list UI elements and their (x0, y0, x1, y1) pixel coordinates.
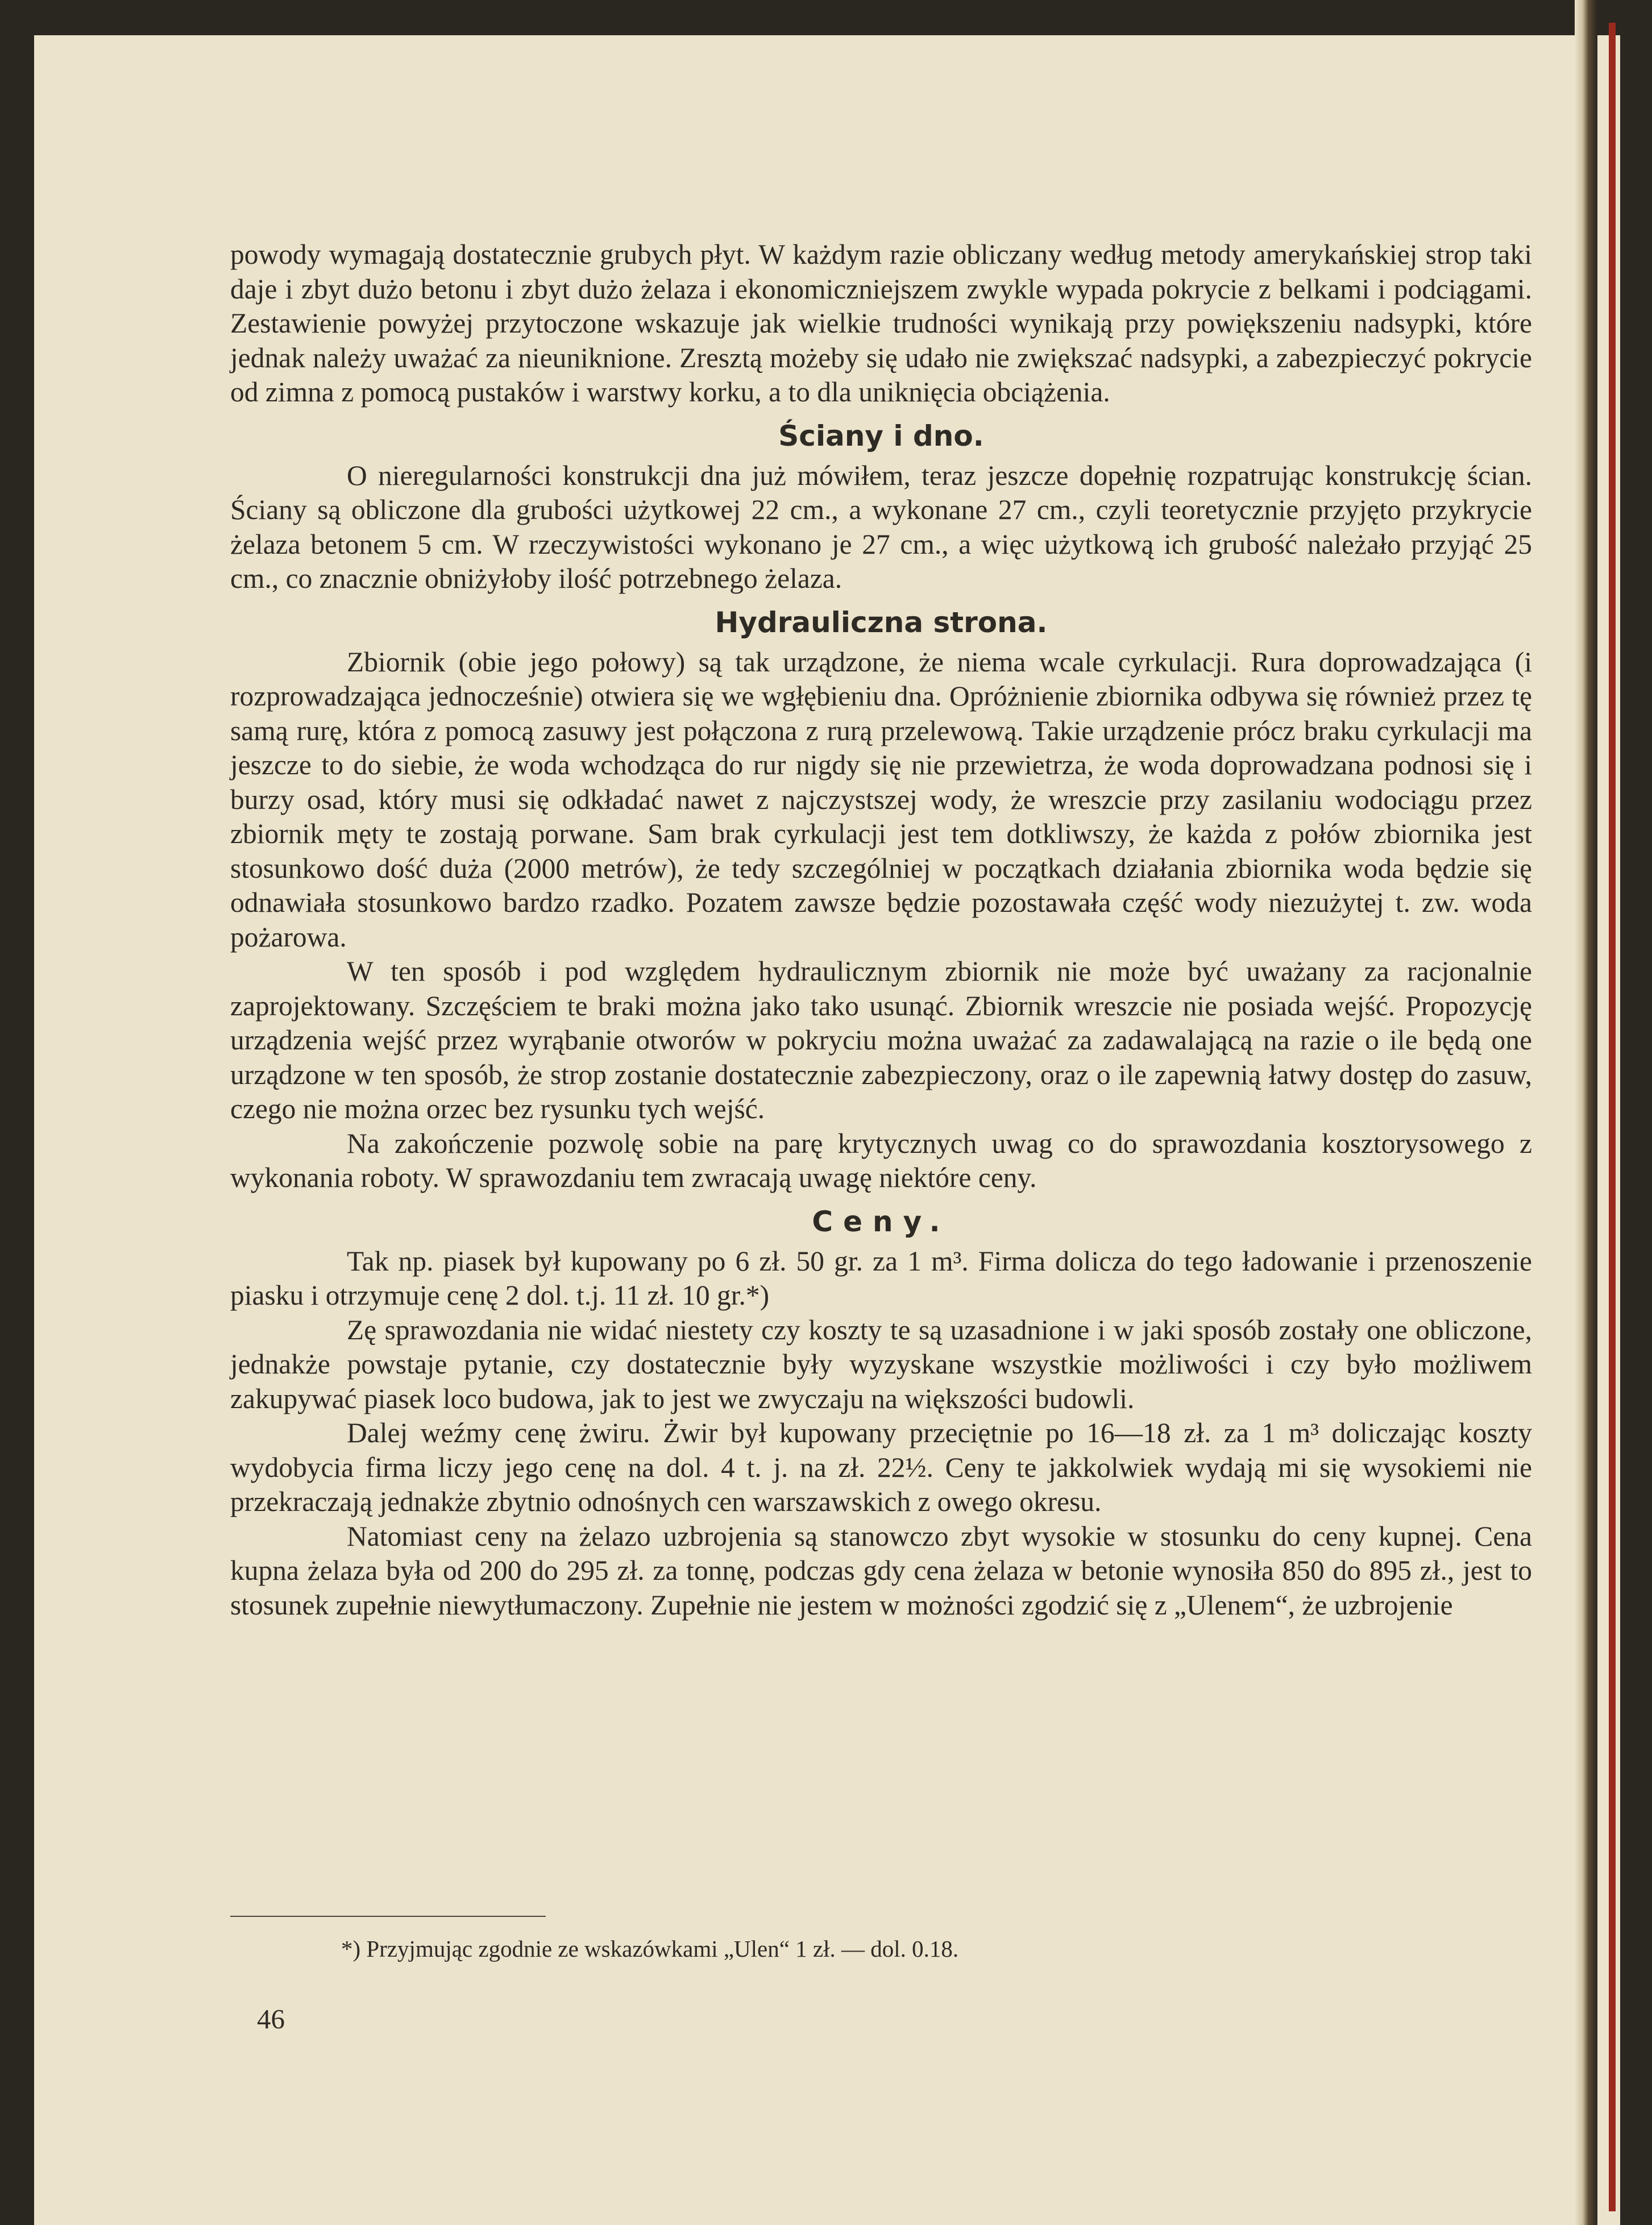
paragraph-prices-4: Natomiast ceny na żelazo uzbrojenia są stanowczo zbyt wysokie w stosunku do ceny kupnej. Cena kupna żelaza była od 200 do 295 zł. za tonnę, podczas gdy cena żelaza w betonie wynosiła 850 do 895 zł., jest to stosunek zupełnie niewytłumaczony. Zupełnie nie jestem w możności zgodzić się z „Ulenem“, że uzbrojenie (230, 1520, 1532, 1621)
paragraph-prices-1: Tak np. piasek był kupowany po 6 zł. 50 gr. za 1 m³. Firma dolicza do tego ładowanie i przenoszenie piasku i otrzymuje cenę 2 dol. t.j. 11 zł. 10 gr.*) (230, 1245, 1532, 1311)
page-number: 46 (257, 2003, 285, 2035)
paragraph-prices-2: Zę sprawozdania nie widać niestety czy koszty te są uzasadnione i w jaki sposób zostały one obliczone, jednakże powstaje pytanie, czy dostatecznie były wyzyskane wszystkie możliwości i czy było możliwem zakupywać piasek loco budowa, jak to jest we zwyczaju na większości budowli. (230, 1314, 1532, 1414)
paragraph-hydraulics-2: W ten sposób i pod względem hydraulicznym zbiornik nie może być uważany za racjonalnie zaprojektowany. Szczęściem te braki można jako tako usunąć. Zbiornik wreszcie nie posiada wejść. Propozycję urządzenia wejść przez wyrąbanie otworów w pokryciu można uważać za zadawalającą na razie o ile będą one urządzone w ten sposób, że strop zostanie dostatecznie zabezpieczony, oraz o ile zapewnią łatwy dostęp do zasuw, czego nie można orzec bez rysunku tych wejść. (230, 956, 1532, 1124)
footnote-rule (230, 1916, 546, 1917)
footnote: *) Przyjmując zgodnie ze wskazówkami „Ulen“ 1 zł. — dol. 0.18. (341, 1936, 959, 1962)
paragraph-hydraulics-3: Na zakończenie pozwolę sobie na parę krytycznych uwag co do sprawozdania kosztorysowego z wykonania roboty. W sprawozdaniu tem zwracają uwagę niektóre ceny. (230, 1127, 1532, 1193)
page-body (230, 238, 1532, 1622)
section-heading-prices: Ceny. (812, 1205, 950, 1238)
paragraph-walls: O nieregularności konstrukcji dna już mówiłem, teraz jeszcze dopełnię rozpatrując konstrukcję ścian. Ściany są obliczone dla grubości użytkowej 22 cm., a wykonane 27 cm., czyli teoretycznie przyjęto przykrycie żelaza betonem 5 cm. W rzeczywistości wykonano je 27 cm., a więc użytkową ich grubość należało przyjąć 25 cm., co znacznie obniżyłoby ilość potrzebnego żelaza. (230, 459, 1532, 594)
paragraph-intro: powody wymagają dostatecznie grubych płyt. W każdym razie obliczany według metody amerykańskiej strop taki daje i zbyt dużo betonu i zbyt dużo żelaza i ekonomiczniejszem zwykle wypada pokrycie z belkami i podciągami. Zestawienie powyżej przytoczone wskazuje jak wielkie trudności wynikają przy powiększeniu nadsypki, które jednak należy uważać za nieuniknione. Zresztą możeby się udało nie zwiększać nadsypki, a zabezpieczyć pokrycie od zimna z pomocą pustaków i warstwy korku, a to dla uniknięcia obciążenia. (230, 239, 1532, 408)
scan-top-border (0, 0, 1652, 35)
section-heading-hydraulics: Hydrauliczna strona. (715, 605, 1048, 639)
page-edge (1609, 23, 1616, 2211)
book-spine (1575, 0, 1597, 2225)
paragraph-hydraulics-1: Zbiornik (obie jego połowy) są tak urządzone, że niema wcale cyrkulacji. Rura doprowadzająca (i rozprowadzająca jednocześnie) otwiera się we wgłębieniu dna. Opróżnienie zbiornika odbywa się również przez tę samą rurę, która z pomocą zasuwy jest połączona z rurą przelewową. Takie urządzenie prócz braku cyrkulacji ma jeszcze to do siebie, że woda wchodząca do rur nigdy się nie przewietrza, że woda doprowadzana podnosi się i burzy osad, który musi się odkładać nawet z najczystszej wody, że wreszcie przy zasilaniu wodociągu przez zbiornik męty te zostają porwane. Sam brak cyrkulacji jest tem dotkliwszy, że każda z połów zbiornika jest stosunkowo dość duża (2000 metrów), że tedy szczególniej w początkach działania zbiornika woda będzie się odnawiała stosunkowo bardzo rzadko. Pozatem zawsze będzie pozostawała część wody niezużytej t. zw. woda pożarowa. (230, 646, 1532, 953)
paragraph-prices-3: Dalej weźmy cenę żwiru. Żwir był kupowany przeciętnie po 16—18 zł. za 1 m³ doliczając koszty wydobycia firma liczy jego cenę na dol. 4 t. j. na zł. 22½. Ceny te jakkolwiek wydają mi się wysokiemi nie przekraczają jednakże zbytnio odnośnych cen warszawskich z owego okresu. (230, 1417, 1532, 1517)
section-heading-walls: Ściany i dno. (778, 419, 984, 453)
